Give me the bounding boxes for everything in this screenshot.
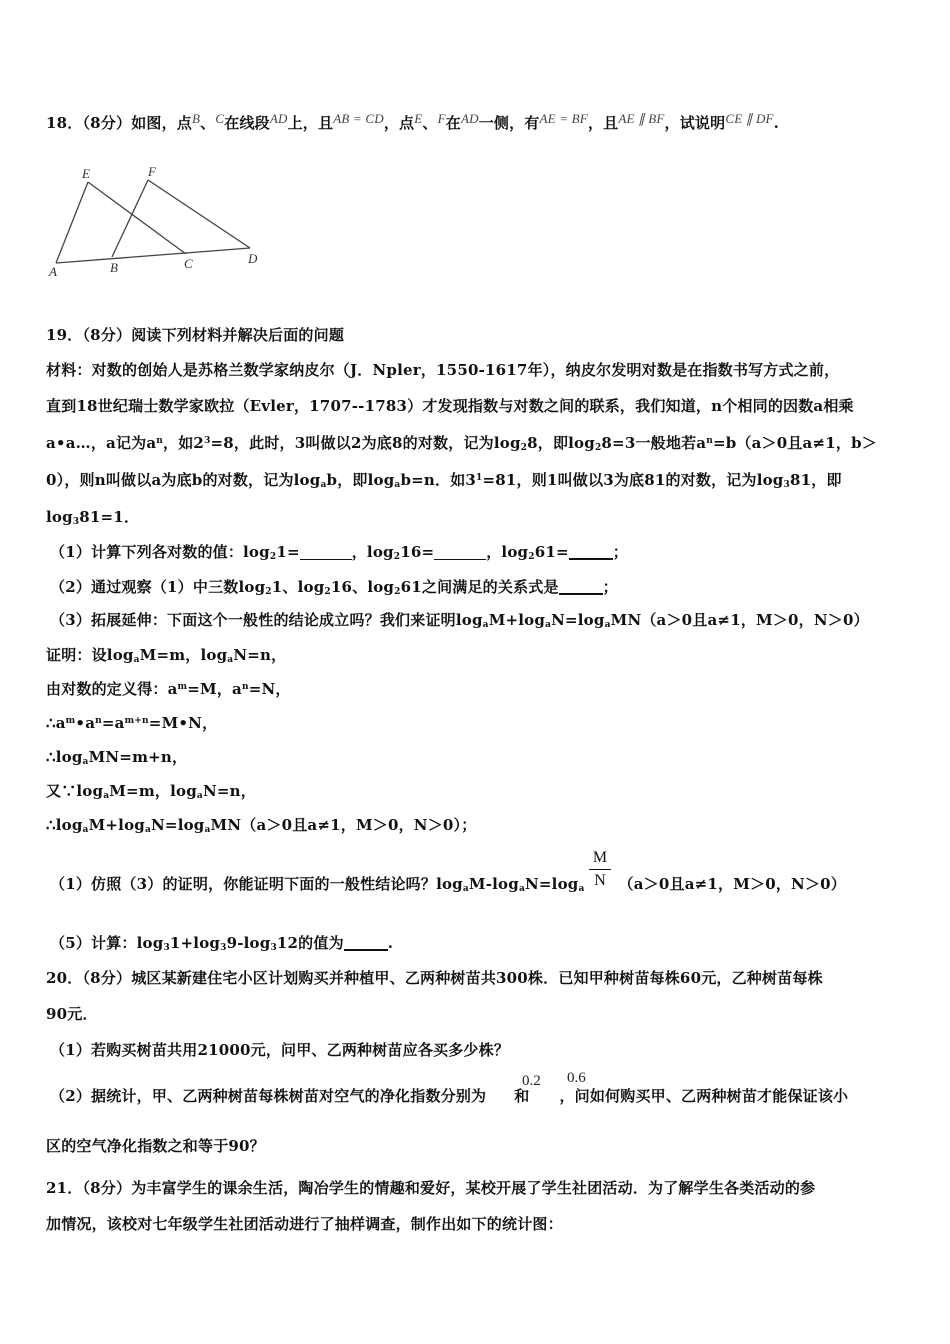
q19-material-line-5: $\log_381=1$． [46, 508, 140, 527]
q20-part-1: （1）若购买树苗共用21000元，问甲、乙两种树苗应各买多少株？ [50, 1041, 510, 1059]
q18-statement: 18．（8分）如图，点B、C在线段AD上，且AB = CD，点E、F在AD一侧，有AE = BF，且AE ∥ BF，试说明CE ∥ DF. [46, 111, 780, 132]
label-c: C [184, 256, 193, 271]
purification-index-b: 0.6 [567, 1070, 586, 1086]
q19-part-5: （5）计算：$\log_31+\log_39-\log_312$的值为 . [50, 934, 394, 953]
label-d: D [248, 251, 258, 266]
q19-material-line-3: a•a…，a记为$a^n$，如$2^3=8$，此时，3叫做以2为底8的对数，记为$\log_28$，即$\log_28=3$一般地若$a^n=b(a>0$且a≠1，b＞ [46, 434, 877, 453]
answer-blank[interactable] [344, 935, 388, 951]
q19-proof-line-4: $\therefore\log_aMN=m+n$， [46, 748, 188, 767]
q20-part-2: （2）据统计，甲、乙两种树苗每株树苗对空气的净化指数分别为 和 ，问如何购买甲、乙两种树苗才能保证该小 [50, 1087, 849, 1105]
q19-material-line-1: 材料：对数的创始人是苏格兰数学家纳皮尔（J．Npler，1550-1617年），纳皮尔发明对数是在指数书写方式之前， [46, 361, 840, 379]
label-e: E [82, 166, 90, 181]
q20-statement-line-1: 20．（8分）城区某新建住宅小区计划购买并种植甲、乙两种树苗共300株．已知甲种树苗每株60元，乙种树苗每株 [46, 969, 823, 987]
purification-index-a: 0.2 [522, 1073, 541, 1089]
q18-geometry-figure [40, 160, 280, 285]
segment-ad [56, 248, 250, 263]
q19-title: 19．（8分）阅读下列材料并解决后面的问题 [46, 326, 345, 344]
q19-proof-line-3: $\therefore a^m•a^n=a^{m+n}=M•N$， [46, 714, 218, 732]
q19-part-3: （3）拓展延伸：下面这个一般性的结论成立吗？我们来证明$\log_aM+\log_aN=\log_aMN(a>0$且a≠1，M＞0，N＞0） [50, 611, 869, 630]
q19-part-4: （1）仿照（3）的证明，你能证明下面的一般性结论吗？$\log_aM-\log_aN=\log_a$ （a＞0且a≠1，M＞0，N＞0） [50, 875, 847, 894]
answer-blank[interactable] [569, 544, 613, 560]
q21-statement-line-2: 加情况，该校对七年级学生社团活动进行了抽样调查，制作出如下的统计图： [46, 1215, 563, 1233]
answer-blank[interactable] [300, 545, 352, 560]
q19-material-line-4: 0），则n叫做以a为底b的对数，记为$\log_ab$，即$\log_ab=n$．如$3^1=81$，则1叫做以3为底81的对数，记为$\log_381$，即 [46, 471, 842, 490]
fraction-m-over-n: $\frac{M}{N}$ [589, 849, 611, 890]
q19-proof-line-5: 又$\because\log_aM=m$，$\log_aN=n$， [46, 782, 256, 801]
q19-proof-line-1: 证明：设$\log_aM=m$，$\log_aN=n$， [46, 646, 287, 665]
q20-statement-line-2: 90元． [46, 1005, 98, 1023]
label-f: F [148, 164, 156, 179]
segment-bf [112, 180, 148, 257]
q20-part-2-continued: 区的空气净化指数之和等于90？ [46, 1137, 265, 1155]
segment-ae [56, 182, 88, 263]
answer-blank[interactable] [434, 545, 486, 560]
q19-proof-line-6: $\therefore\log_aM+\log_aN=\log_aMN(a>0$且a≠1，M＞0，N＞0）； [46, 816, 477, 835]
q19-proof-line-2: 由对数的定义得：$a^m=M$，$a^n=N$， [46, 680, 291, 698]
answer-blank[interactable] [559, 579, 603, 595]
q19-part-1: （1）计算下列各对数的值：$\log_21=$ ，$\log_216=$ ，$\log_261=$ ； [50, 543, 628, 562]
q21-statement-line-1: 21．（8分）为丰富学生的课余生活，陶冶学生的情趣和爱好，某校开展了学生社团活动．为了解学生各类活动的参 [46, 1179, 816, 1197]
segment-ec [88, 182, 186, 254]
q19-part-2: （2）通过观察（1）中三数$\log_21$、$\log_216$、$\log_261$之间满足的关系式是 ； [50, 578, 618, 597]
label-b: B [110, 260, 118, 275]
q19-material-line-2: 直到18世纪瑞士数学家欧拉（Evler，1707--1783）才发现指数与对数之间的联系，我们知道，n个相同的因数a相乘 [46, 397, 854, 415]
label-a: A [49, 264, 57, 279]
